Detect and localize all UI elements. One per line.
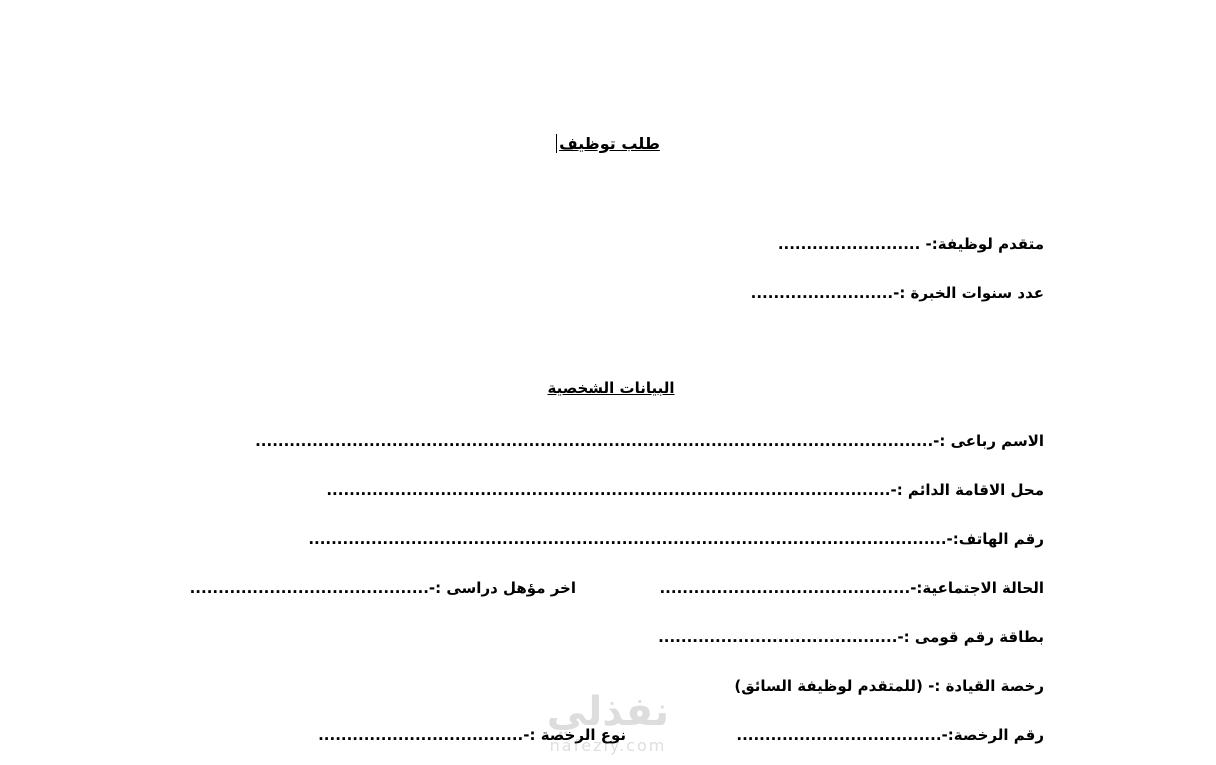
phone-field: رقم الهاتف:-................................................................................................................ (308, 530, 1044, 548)
document-title-text: طلب توظيف (556, 134, 660, 153)
watermark-logo (528, 688, 688, 765)
experience-years-field: عدد سنوات الخبرة :-......................... (750, 284, 1044, 302)
marital-status-field: الحالة الاجتماعية:-............................................ (659, 579, 1044, 597)
national-id-field: بطاقة رقم قومى :-.......................................... (658, 628, 1044, 646)
document-title (0, 134, 1216, 153)
watermark-logo-text: نفذلي (546, 689, 670, 735)
job-applied-field: متقدم لوظيفة:- ......................... (777, 235, 1044, 253)
license-number-field: رقم الرخصة:-.................................... (736, 726, 1044, 744)
residence-field: محل الاقامة الدائم :-................................................................................................... (326, 481, 1044, 499)
driving-license-heading: رخصة القيادة :- (للمتقدم لوظيفة السائق) (734, 677, 1044, 695)
section-title (0, 379, 1216, 397)
section-title-text: البيانات الشخصية (547, 379, 675, 397)
watermark-site: nafezly.com (549, 736, 667, 755)
last-qualification-field: اخر مؤهل دراسى :-.......................................... (189, 579, 576, 597)
license-type-field: نوع الرخصة :-.................................... (318, 726, 626, 744)
full-name-field: الاسم رباعى :-....................................................................................................................... (255, 432, 1044, 450)
